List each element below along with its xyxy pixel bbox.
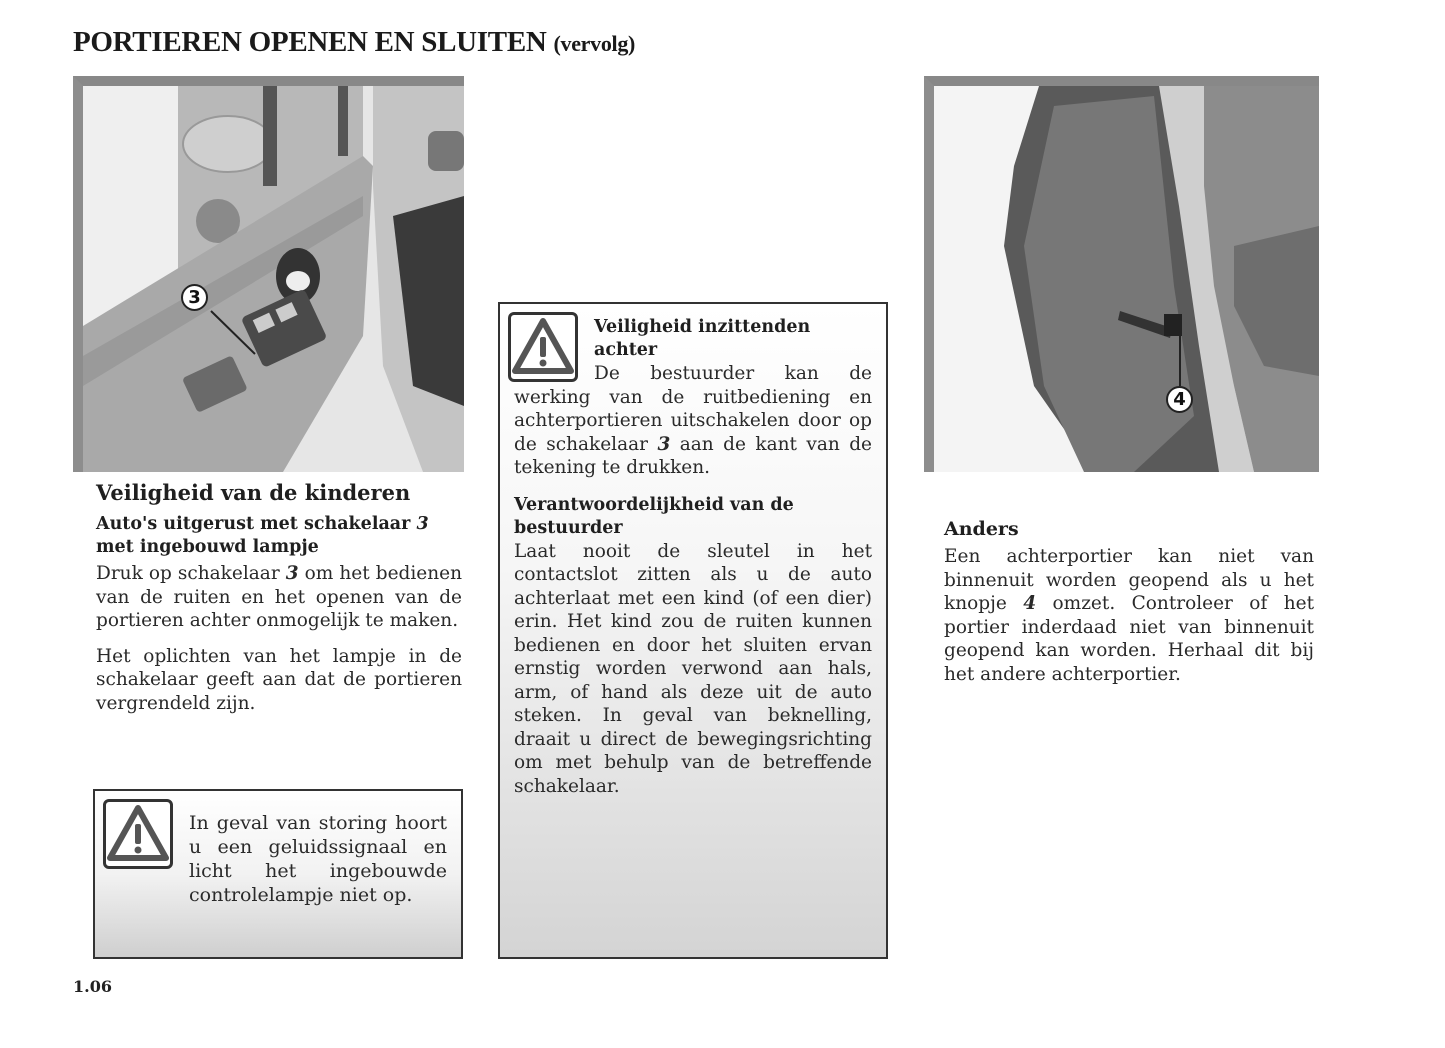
paragraph-child-lock [944,545,1314,686]
warning-content [514,316,872,798]
para-text: Druk op schakelaar [96,563,286,584]
para-text-end: omzet. Controleer of het portier inderdaad niet van binnenuit geopend kan worden. Herhaal dit bij het andere achterportier. [944,593,1315,685]
callout-3: 3 [181,284,208,311]
figure-rear-door-child-lock [924,76,1319,472]
rear-door-illustration [934,86,1319,472]
warning-text: In geval van storing hoort u een geluidssignaal en licht het ingebouwde controlelampje niet op. [189,812,447,906]
subsection-heading [96,513,462,559]
section-heading-anders: Anders [944,518,1019,540]
reference-number: 3 [657,433,671,455]
reference-number: 4 [1023,593,1037,614]
paragraph-switch-instructions [96,562,462,633]
section-other [944,518,1314,686]
warning-box-malfunction [93,789,463,959]
page-title-suffix: (vervolg) [553,31,636,56]
subheading-text: Auto's uitgerust met schakelaar [96,514,417,534]
figure-door-panel-switches [73,76,464,472]
section-child-safety [96,480,462,715]
callout-4: 4 [1166,386,1193,413]
warning-heading-driver-responsibility: Verantwoordelijkheid van de bestuurder [514,494,794,538]
warning-heading-rear-passengers: Veiligheid inzittenden achter [594,317,811,360]
subheading-text-end: met ingebouwd lampje [96,537,319,557]
page-title [73,26,635,59]
warning-triangle-icon [103,799,173,869]
warning-text-driver-responsibility: Laat nooit de sleutel in het contactslot zitten als u de auto achterlaat met een kind (of een dier) erin. Het kind zou de ruiten kunnen bedienen en door het sluiten ervan ernstig worden verwond aan hals, arm, of hand als deze uit de auto steken. In geval van beknelling, draait u direct de bewegingsrichting om met behulp van de betreffende schakelaar. [514,540,872,797]
para-text-end: om het bedienen van de ruiten en het openen van de portieren achter onmogelijk te maken. [96,563,462,631]
para-text: Een achterportier kan niet van binnenuit worden geopend als u het knopje [944,546,1314,614]
page-title-main: PORTIEREN OPENEN EN SLUITEN [73,26,547,58]
para-text-end: aan de kant van de tekening te drukken. [514,433,872,478]
door-panel-illustration [83,86,464,472]
reference-number: 3 [285,563,299,584]
section-heading: Veiligheid van de kinderen [96,480,411,505]
warning-box-rear-passenger-safety [498,302,888,959]
para-text: De bestuurder kan de werking van de ruitbediening en achterportieren uitschakelen door op de schakelaar [514,363,872,455]
paragraph-indicator-light: Het oplichten van het lampje in de schakelaar geeft aan dat de portieren vergrendeld zijn. [96,645,462,714]
reference-number: 3 [416,514,429,534]
page-number: 1.06 [73,977,112,996]
